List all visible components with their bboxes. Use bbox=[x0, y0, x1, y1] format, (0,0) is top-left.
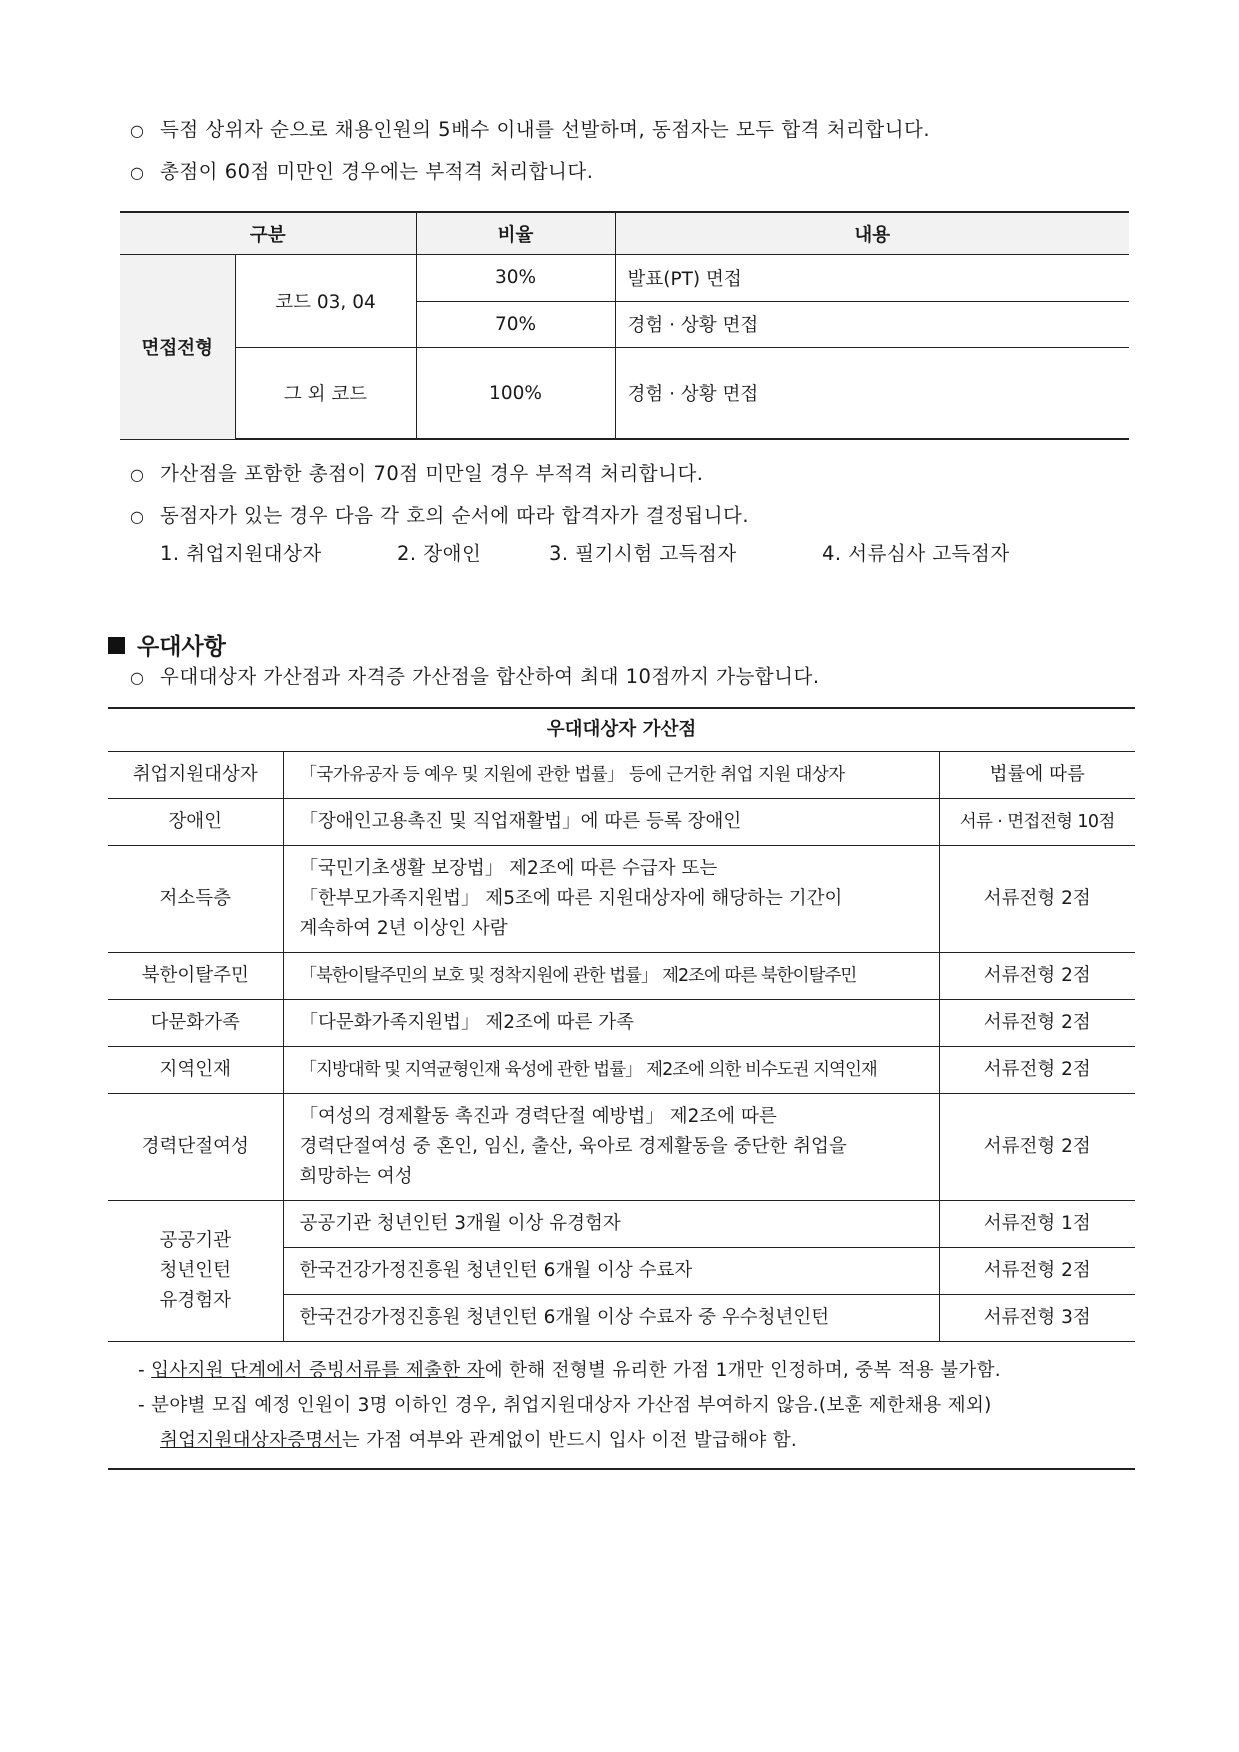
tie-order-item: 2. 장애인 bbox=[397, 542, 482, 565]
category-cell: 장애인 bbox=[108, 799, 283, 846]
category-cell: 경력단절여성 bbox=[108, 1094, 283, 1201]
category-cell: 취업지원대상자 bbox=[108, 752, 283, 799]
bullet-bonus-minimum: ○ 가산점을 포함한 총점이 70점 미만일 경우 부적격 처리합니다. bbox=[130, 462, 704, 485]
content-cell: 발표(PT) 면접 bbox=[615, 255, 1129, 302]
bonus-table bbox=[108, 707, 1135, 1342]
points-cell: 서류전형 2점 bbox=[939, 1047, 1135, 1094]
criteria-cell: 「북한이탈주민의 보호 및 정착지원에 관한 법률」 제2조에 따른 북한이탈주민 bbox=[283, 953, 939, 1000]
category-cell: 지역인재 bbox=[108, 1047, 283, 1094]
criteria-cell: 「국가유공자 등 예우 및 지원에 관한 법률」 등에 근거한 취업 지원 대상자 bbox=[283, 752, 939, 799]
criteria-cell: 「지방대학 및 지역균형인재 육성에 관한 법률」 제2조에 의한 비수도권 지역인재 bbox=[283, 1047, 939, 1094]
header-ratio: 비율 bbox=[416, 212, 615, 255]
criteria-cell: 「여성의 경제활동 촉진과 경력단절 예방법」 제2조에 따른 경력단절여성 중 혼인, 임신, 출산, 육아로 경제활동을 중단한 취업을 희망하는 여성 bbox=[283, 1094, 939, 1201]
points-cell: 서류전형 2점 bbox=[939, 1094, 1135, 1201]
points-cell: 서류전형 2점 bbox=[939, 846, 1135, 953]
points-cell: 법률에 따름 bbox=[939, 752, 1135, 799]
bullet-bonus-max: ○ 우대대상자 가산점과 자격증 가산점을 합산하여 최대 10점까지 가능합니다. bbox=[130, 665, 820, 688]
interview-table bbox=[120, 211, 1129, 440]
points-cell: 서류전형 2점 bbox=[939, 1248, 1135, 1295]
criteria-cell: 「장애인고용촉진 및 직업재활법」에 따른 등록 장애인 bbox=[283, 799, 939, 846]
code-cell: 그 외 코드 bbox=[235, 348, 416, 440]
note-line: 취업지원대상자증명서는 가점 여부와 관계없이 반드시 입사 이전 발급해야 함. bbox=[160, 1430, 798, 1451]
ratio-cell: 100% bbox=[416, 348, 615, 440]
criteria-cell: 「다문화가족지원법」 제2조에 따른 가족 bbox=[283, 1000, 939, 1047]
circle-bullet-icon: ○ bbox=[130, 507, 145, 526]
category-cell: 북한이탈주민 bbox=[108, 953, 283, 1000]
black-square-icon bbox=[108, 637, 125, 654]
category-cell: 저소득층 bbox=[108, 846, 283, 953]
criteria-cell: 공공기관 청년인턴 3개월 이상 유경험자 bbox=[283, 1201, 939, 1248]
content-cell: 경험 · 상황 면접 bbox=[615, 348, 1129, 440]
interview-group-label: 면접전형 bbox=[120, 255, 235, 440]
notes-block bbox=[108, 1353, 1135, 1470]
tie-order-item: 4. 서류심사 고득점자 bbox=[822, 542, 1010, 565]
note-line: - 분야별 모집 예정 인원이 3명 이하인 경우, 취업지원대상자 가산점 부여하지 않음.(보훈 제한채용 제외) bbox=[138, 1395, 992, 1416]
points-cell: 서류전형 2점 bbox=[939, 1000, 1135, 1047]
content-cell: 경험 · 상황 면접 bbox=[615, 301, 1129, 348]
category-cell: 다문화가족 bbox=[108, 1000, 283, 1047]
circle-bullet-icon: ○ bbox=[130, 668, 145, 687]
note-line: - 입사지원 단계에서 증빙서류를 제출한 자에 한해 전형별 유리한 가점 1개만 인정하며, 중복 적용 불가함. bbox=[138, 1360, 1001, 1381]
points-cell: 서류전형 3점 bbox=[939, 1295, 1135, 1342]
points-cell: 서류전형 2점 bbox=[939, 953, 1135, 1000]
points-cell: 서류전형 1점 bbox=[939, 1201, 1135, 1248]
criteria-cell: 「국민기초생활 보장법」 제2조에 따른 수급자 또는 「한부모가족지원법」 제5조에 따른 지원대상자에 해당하는 기간이 계속하여 2년 이상인 사람 bbox=[283, 846, 939, 953]
tie-order-list bbox=[160, 542, 1010, 566]
header-category: 구분 bbox=[120, 212, 416, 255]
bullet-selection-rule: ○ 득점 상위자 순으로 채용인원의 5배수 이내를 선발하며, 동점자는 모두 합격 처리합니다. bbox=[130, 118, 931, 141]
ratio-cell: 30% bbox=[416, 255, 615, 302]
bullet-minimum-score: ○ 총점이 60점 미만인 경우에는 부적격 처리합니다. bbox=[130, 160, 594, 183]
ratio-cell: 70% bbox=[416, 301, 615, 348]
section-heading: 우대사항 bbox=[108, 628, 226, 661]
code-cell: 코드 03, 04 bbox=[235, 255, 416, 348]
bullet-tie-rule: ○ 동점자가 있는 경우 다음 각 호의 순서에 따라 합격자가 결정됩니다. bbox=[130, 504, 750, 527]
circle-bullet-icon: ○ bbox=[130, 163, 145, 182]
criteria-cell: 한국건강가정진흥원 청년인턴 6개월 이상 수료자 bbox=[283, 1248, 939, 1295]
category-cell: 공공기관 청년인턴 유경험자 bbox=[108, 1201, 283, 1342]
circle-bullet-icon: ○ bbox=[130, 121, 145, 140]
criteria-cell: 한국건강가정진흥원 청년인턴 6개월 이상 수료자 중 우수청년인턴 bbox=[283, 1295, 939, 1342]
tie-order-item: 1. 취업지원대상자 bbox=[160, 542, 322, 565]
tie-order-item: 3. 필기시험 고득점자 bbox=[549, 542, 737, 565]
points-cell: 서류 · 면접전형 10점 bbox=[939, 799, 1135, 846]
bonus-table-title: 우대대상자 가산점 bbox=[108, 708, 1135, 752]
header-content: 내용 bbox=[615, 212, 1129, 255]
circle-bullet-icon: ○ bbox=[130, 465, 145, 484]
